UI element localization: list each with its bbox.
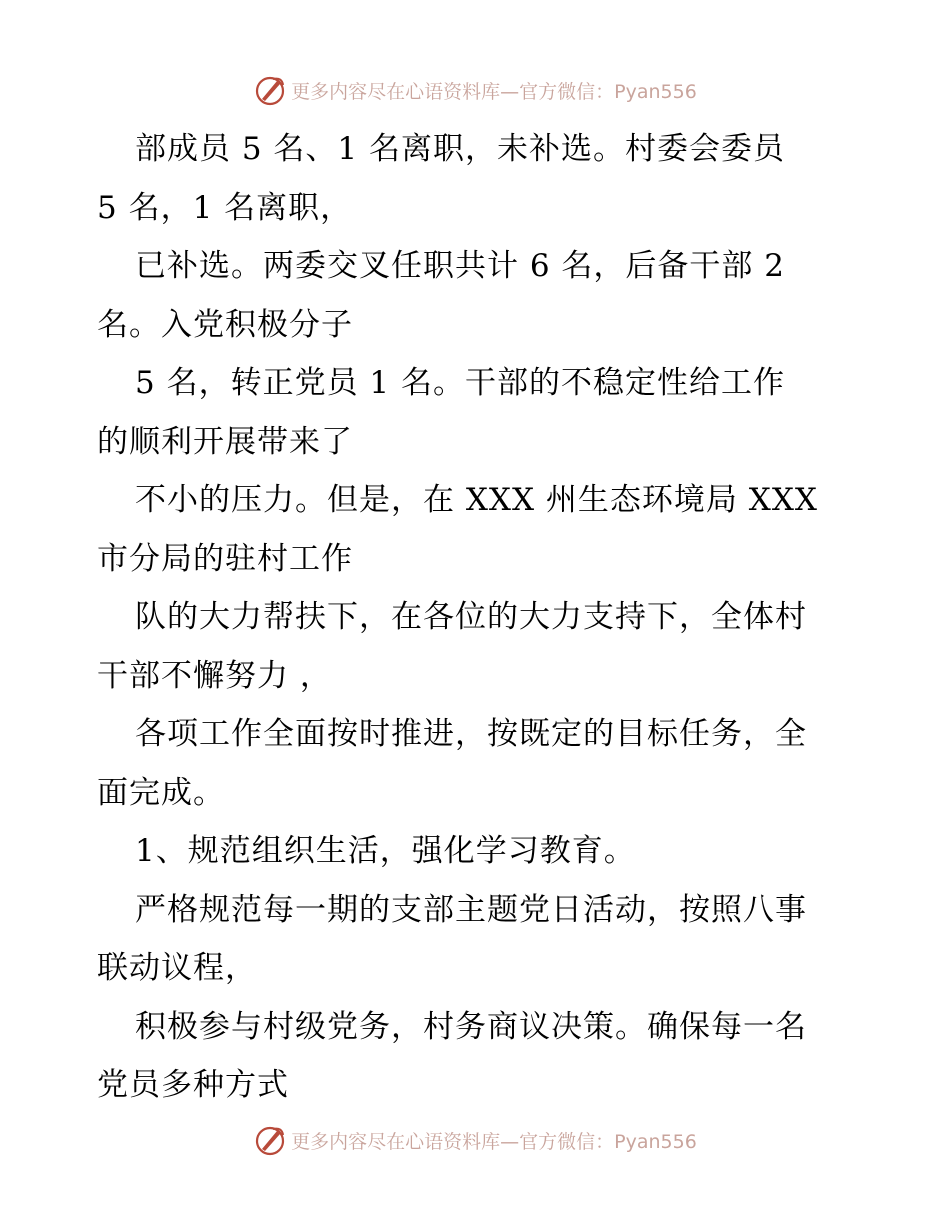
paragraph-line: 已补选。两委交叉任职共计 6 名，后备干部 2 bbox=[135, 248, 786, 284]
footer-banner bbox=[0, 1120, 950, 1160]
paragraph-3 bbox=[97, 354, 857, 471]
paragraph-line: 面完成。 bbox=[97, 774, 225, 811]
paragraph-line: 各项工作全面按时推进，按既定的目标任务，全 bbox=[135, 716, 807, 752]
paragraph-line: 市分局的驻村工作 bbox=[97, 540, 353, 577]
heading-line: 1、规范组织生活，强化学习教育。 bbox=[135, 833, 636, 869]
paragraph-line: 5 名，转正党员 1 名。干部的不稳定性给工作 bbox=[135, 365, 786, 401]
paragraph-line: 队的大力帮扶下，在各位的大力支持下，全体村 bbox=[135, 599, 807, 635]
paragraph-line: 的顺利开展带来了 bbox=[97, 423, 353, 460]
paragraph-7 bbox=[97, 881, 857, 998]
paragraph-line: 党员多种方式 bbox=[97, 1067, 289, 1103]
paragraph-line: 不小的压力。但是，在 XXX 州生态环境局 XXX bbox=[135, 482, 818, 518]
footer-banner-text: 更多内容尽在心语资料库—官方微信：Pyan556 bbox=[291, 1130, 697, 1153]
paragraph-6 bbox=[97, 705, 857, 822]
paragraph-line: 名。入党积极分子 bbox=[97, 306, 353, 343]
quill-pen-logo-icon bbox=[253, 1123, 287, 1157]
paragraph-line: 部成员 5 名、1 名离职，未补选。村委会委员 bbox=[135, 131, 786, 167]
paragraph-2 bbox=[97, 237, 857, 354]
paragraph-8 bbox=[97, 998, 857, 1115]
paragraph-line: 严格规范每一期的支部主题党日活动，按照八事 bbox=[135, 891, 807, 928]
paragraph-4 bbox=[97, 471, 857, 588]
paragraph-5 bbox=[97, 588, 857, 705]
paragraph-line: 干部不懈努力 ， bbox=[97, 657, 332, 694]
paragraph-line: 5 名，1 名离职， bbox=[97, 189, 353, 226]
header-banner bbox=[0, 70, 950, 110]
quill-pen-logo-icon bbox=[253, 73, 287, 107]
header-banner-text: 更多内容尽在心语资料库—官方微信：Pyan556 bbox=[291, 80, 697, 103]
paragraph-1 bbox=[97, 120, 857, 237]
paragraph-line: 联动议程， bbox=[97, 950, 257, 986]
paragraph-line: 积极参与村级党务，村务商议决策。确保每一名 bbox=[135, 1008, 807, 1045]
section-heading-1 bbox=[97, 822, 857, 881]
document-body bbox=[97, 120, 857, 1115]
